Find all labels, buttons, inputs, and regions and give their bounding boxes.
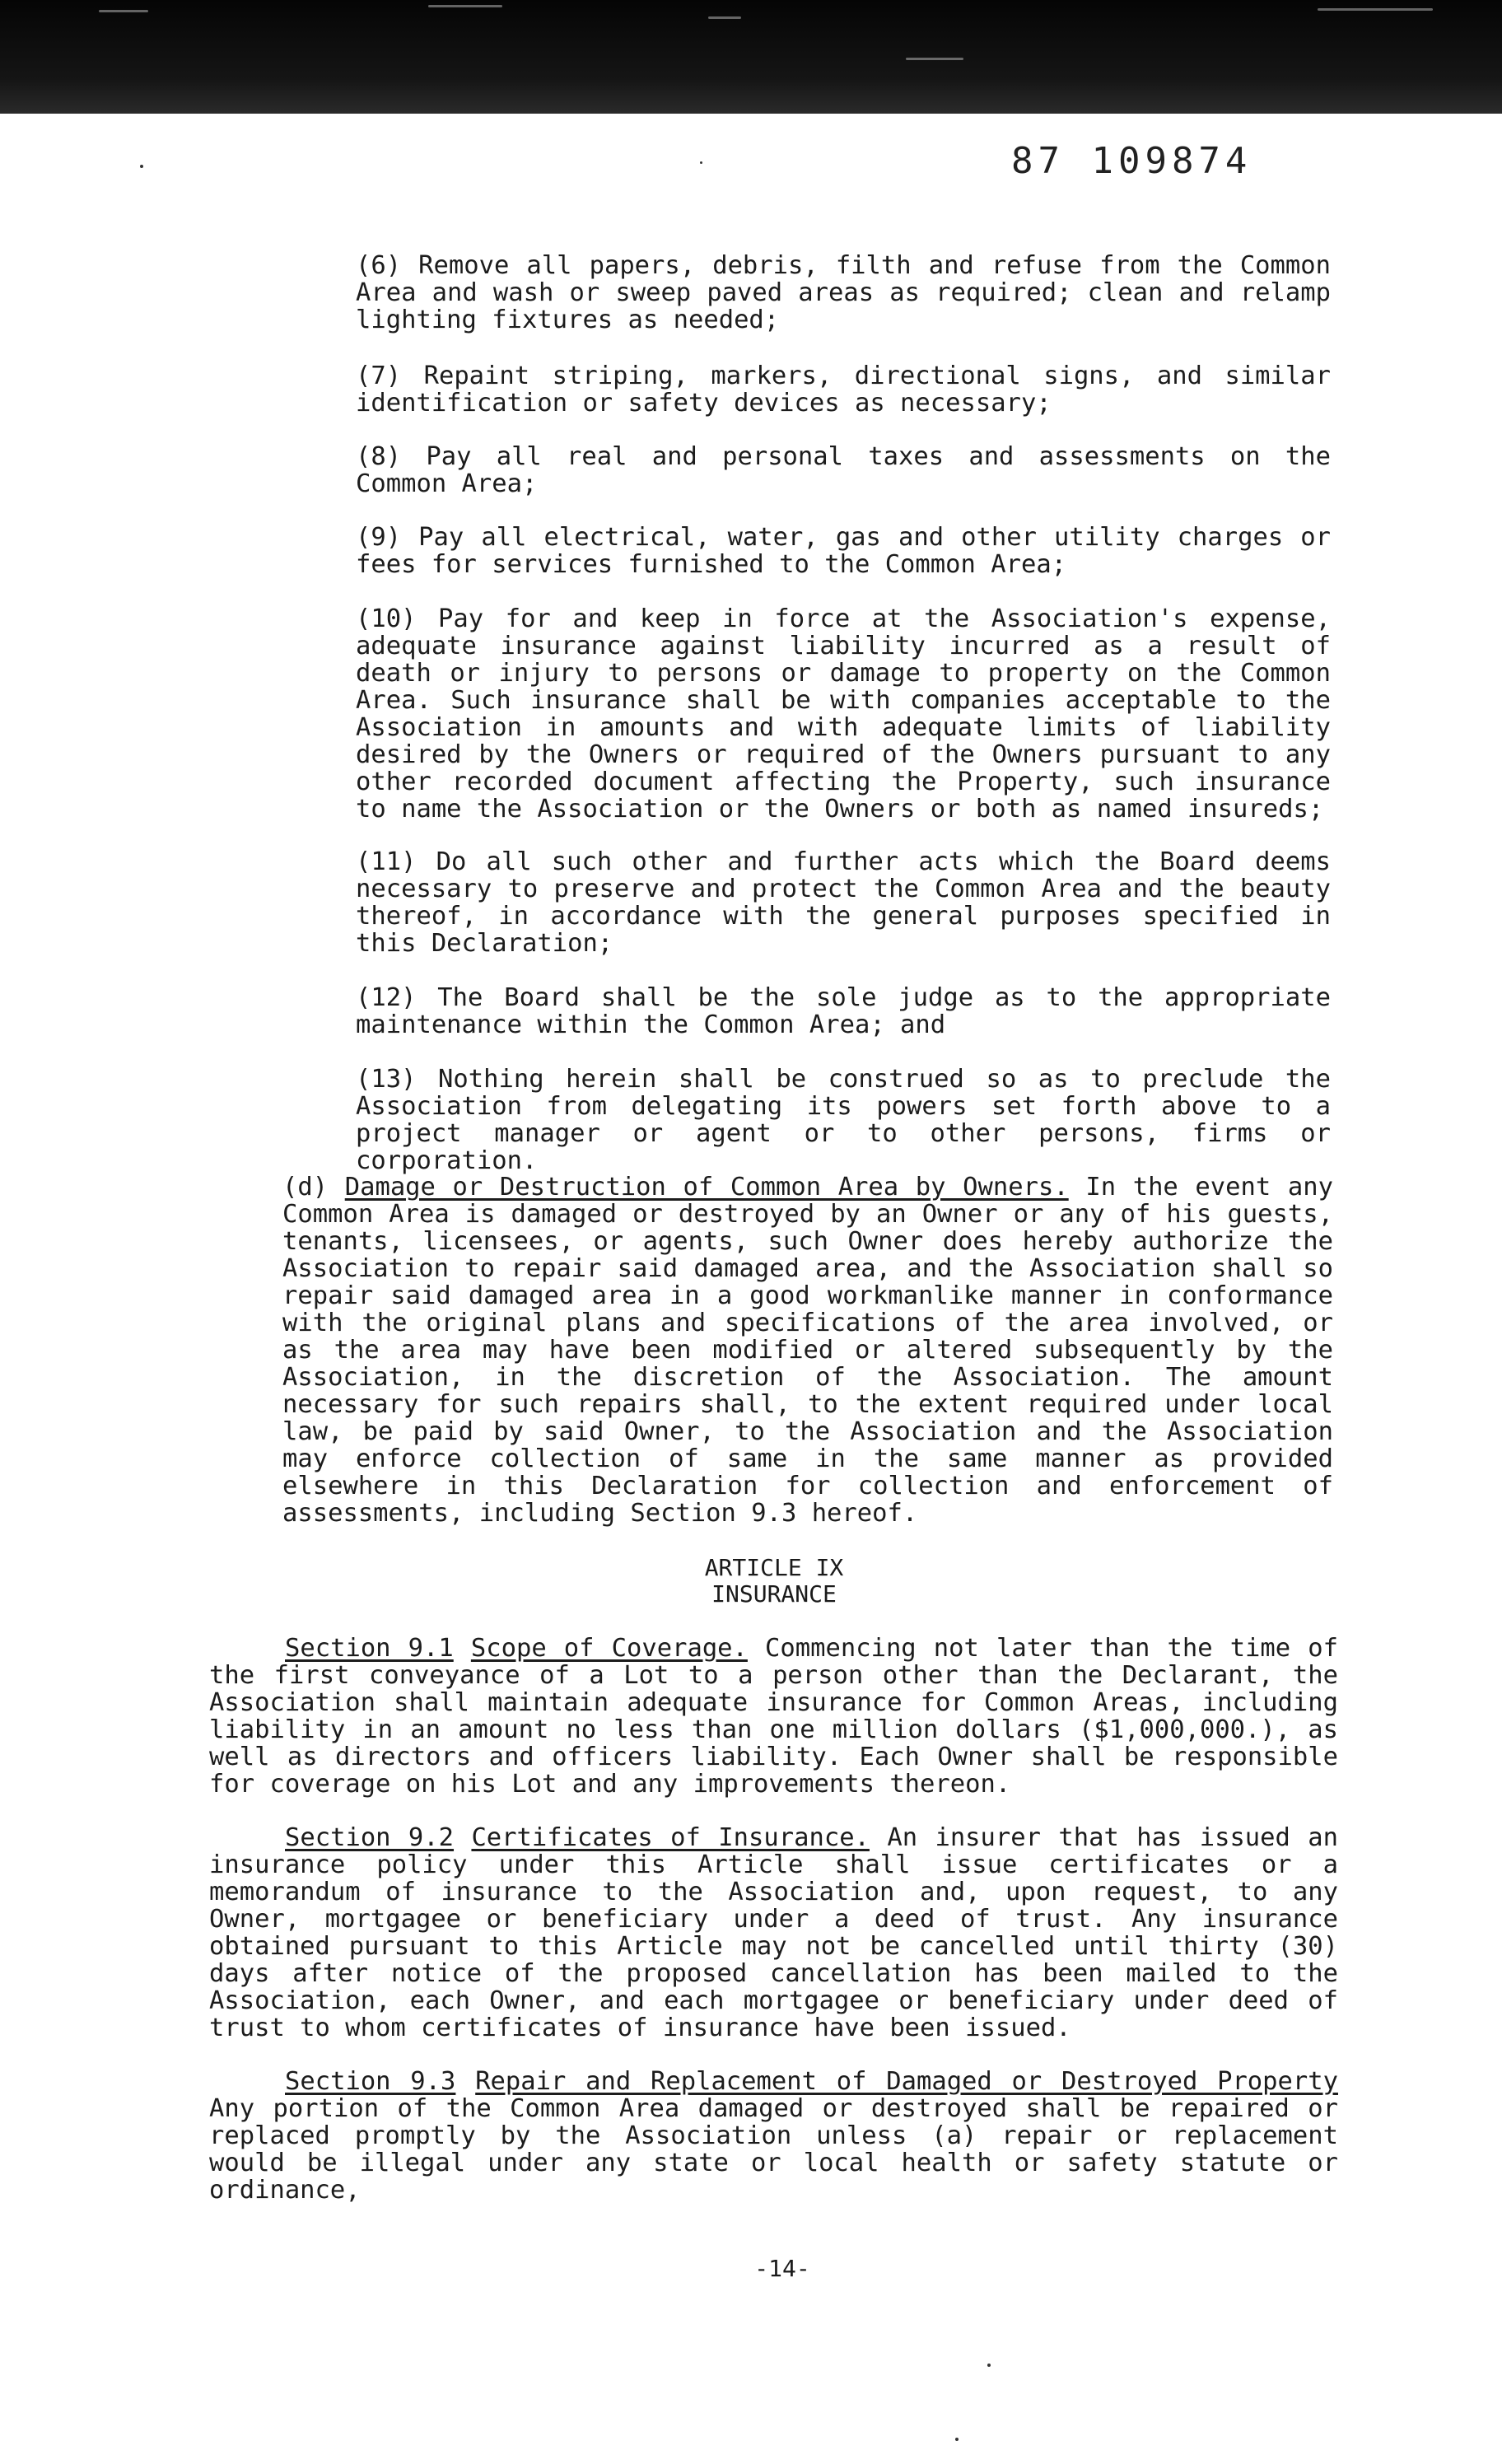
item-number: (6) xyxy=(356,251,402,280)
item-text: Pay all electrical, water, gas and other utility charges or fees for services furnished to the Common Area; xyxy=(356,523,1331,579)
item-number: (8) xyxy=(356,442,402,471)
list-item xyxy=(356,362,1331,417)
section-label: Section 9.1 xyxy=(285,1634,454,1663)
item-number: (9) xyxy=(356,523,402,552)
section-heading: Scope of Coverage. xyxy=(470,1634,748,1663)
item-text: Do all such other and further acts which the Board deems necessary to preserve and protect the Common Area and the beauty thereof, in accordance with the general purposes specified in this Declaration; xyxy=(356,847,1331,958)
article-number: ARTICLE IX xyxy=(704,1554,844,1581)
item-number: (12) xyxy=(356,983,417,1012)
list-item xyxy=(356,605,1331,823)
item-text: The Board shall be the sole judge as to the appropriate maintenance within the Common Area; and xyxy=(356,983,1331,1039)
section-text: Commencing not later than the time of the first conveyance of a Lot to a person other than the Declarant, the Association shall maintain adequate insurance for Common Areas, including liability in an amount no less than one million dollars ($1,000,000.), as well as directors and officers liability. Each Owner shall be responsible for coverage on his Lot and any improvements thereon. xyxy=(209,1634,1338,1799)
item-text: Repaint striping, markers, directional signs, and similar identification or safety devices as necessary; xyxy=(356,362,1331,418)
section-label: Section 9.2 xyxy=(285,1823,455,1852)
list-item xyxy=(356,848,1331,957)
paragraph-text: In the event any Common Area is damaged or destroyed by an Owner or any of his guests, tenants, licensees, or agents, such Owner does hereby authorize the Association to repair said damaged area, and the Association shall so repair said damaged area in a good workmanlike manner in conformance with the original plans and specifications of the area involved, or as the area may have been modified or altered subsequently by the Association, in the discretion of the Association. The amount necessary for such repairs shall, to the extent required under local law, be paid by said Owner, to the Association and the Association may enforce collection of same in the same manner as provided elsewhere in this Declaration for collection and enforcement of assessments, including Section 9.3 hereof. xyxy=(282,1173,1333,1528)
speck xyxy=(140,165,143,168)
speck xyxy=(955,2438,959,2441)
section-heading: Repair and Replacement of Damaged or Destroyed Property xyxy=(475,2067,1338,2096)
speck xyxy=(700,161,702,164)
document-number: 87 109874 xyxy=(1011,140,1252,182)
item-text: Pay for and keep in force at the Association's expense, adequate insurance against liability incurred as a result of death or injury to persons or damage to property on the Common Area. Such insurance shall be with companies acceptable to the Association in amounts and with adequate limits of liability desired by the Owners or required of the Owners pursuant to any other recorded document affecting the Property, such insurance to name the Association or the Owners or both as named insureds; xyxy=(356,604,1331,824)
section-heading: Certificates of Insurance. xyxy=(471,1823,870,1852)
paragraph-d xyxy=(282,1174,1333,1527)
section-9-1 xyxy=(209,1635,1338,1798)
section-label: Section 9.3 xyxy=(285,2067,456,2096)
paragraph-label: (d) xyxy=(282,1173,329,1202)
item-text: Remove all papers, debris, filth and refuse from the Common Area and wash or sweep paved areas as required; clean and relamp lighting fixtures as needed; xyxy=(356,251,1331,334)
section-text: Any portion of the Common Area damaged or destroyed shall be repaired or replaced promptly by the Association unless (a) repair or replacement would be illegal under any state or local health or safety statute or ordinance, xyxy=(209,2094,1338,2205)
item-number: (13) xyxy=(356,1065,417,1094)
item-number: (7) xyxy=(356,362,402,390)
scan-edge xyxy=(0,0,1502,114)
paragraph-heading: Damage or Destruction of Common Area by Owners. xyxy=(344,1173,1069,1202)
article-title: INSURANCE xyxy=(711,1580,837,1608)
item-text: Nothing herein shall be construed so as to preclude the Association from delegating its powers set forth above to a project manager or agent or to other persons, firms or corporation. xyxy=(356,1065,1331,1175)
list-item xyxy=(356,984,1331,1038)
list-item xyxy=(356,252,1331,334)
list-item xyxy=(356,1066,1331,1174)
article-heading xyxy=(576,1555,972,1608)
item-number: (10) xyxy=(356,604,417,633)
list-item xyxy=(356,524,1331,578)
item-text: Pay all real and personal taxes and assessments on the Common Area; xyxy=(356,442,1331,498)
item-number: (11) xyxy=(356,847,417,876)
section-text: An insurer that has issued an insurance policy under this Article shall issue certificates or a memorandum of insurance to the Association and, upon request, to any Owner, mortgagee or beneficiary under a deed of trust. Any insurance obtained pursuant to this Article may not be cancelled until thirty (30) days after notice of the proposed cancellation has been mailed to the Association, each Owner, and each mortgagee or beneficiary under deed of trust to whom certificates of insurance have been issued. xyxy=(209,1823,1339,2042)
list-item xyxy=(356,443,1331,497)
speck xyxy=(987,2364,991,2367)
page-number: -14- xyxy=(754,2255,810,2282)
section-9-3 xyxy=(209,2068,1338,2204)
section-9-2 xyxy=(209,1824,1338,2042)
